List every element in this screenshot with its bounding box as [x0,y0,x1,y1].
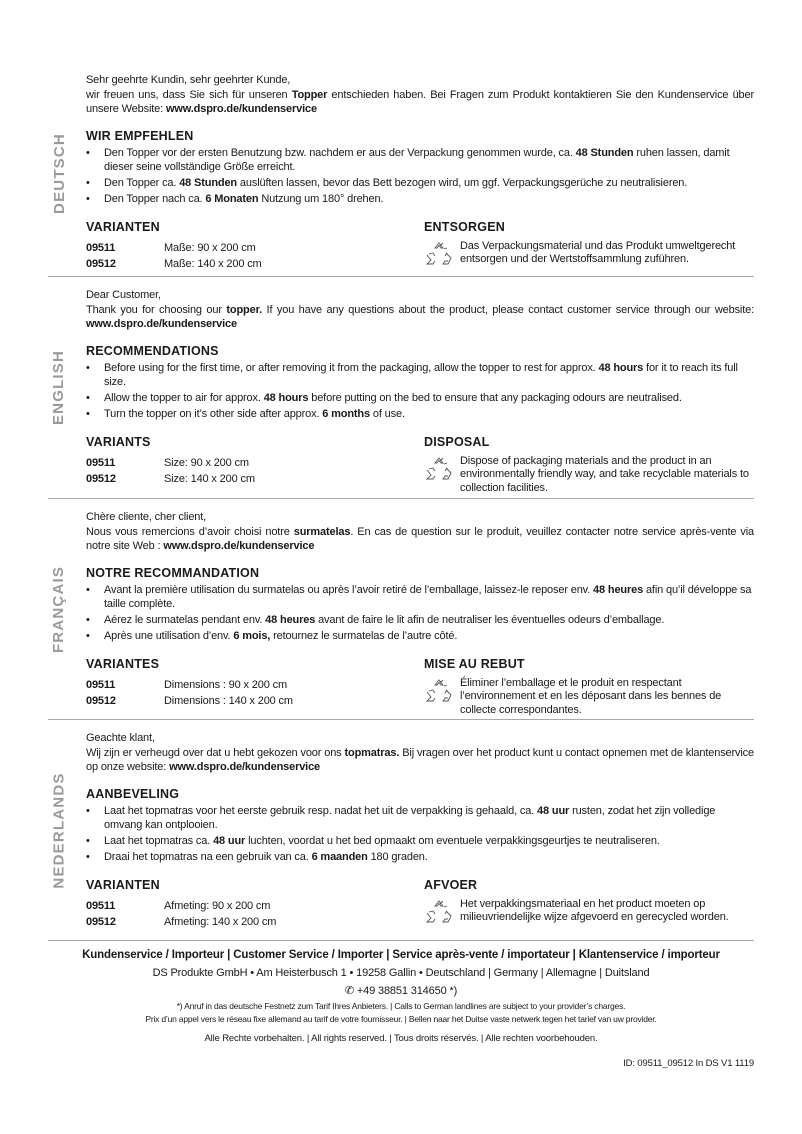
language-label-text: NEDERLANDS [50,771,68,889]
language-label [48,70,70,276]
language-section-français [48,498,754,719]
text-segment: Après une utilisation d’env. [104,629,234,642]
variant-size: Size: 90 x 200 cm [164,456,249,469]
text-segment: Bij vragen over het product kunt u contact opnemen met de klantenservice op onze website: [86,746,755,773]
recommendations-heading: NOTRE RECOMMANDATION [86,565,260,580]
variants-list [86,240,424,272]
text-segment: auslüften lassen, bevor das Bett bezogen wird, um ggf. Verpackungsgerüche zu neutralisieren. [237,176,688,189]
greeting: Sehr geehrte Kundin, sehr geehrter Kunde, [86,74,291,86]
rights-notice: Alle Rechte vorbehalten. | All rights reserved. | Tous droits réservés. | Alle rechten voorbehouden. [204,1033,598,1044]
text-segment: afin qu’il développe sa taille complète. [104,583,752,610]
call-note-1: *) Anruf in das deutsche Festnetz zum Tarif Ihres Anbieters. | Calls to German landlines are subject to your provider’s charges. [176,1001,626,1011]
recommendations-heading: AANBEVELING [86,786,180,801]
text-segment: 180 graden. [367,850,428,863]
disposal-text: Dispose of packaging materials and the product in an environmentally friendly way, and take recyclable materials to collection facilities. [460,454,749,494]
disposal-heading: MISE AU REBUT [424,656,525,671]
text-segment: luchten, voordat u het bed opmaakt om eventuele verpakkingsgeurtjes te neutraliseren. [245,834,660,847]
phone-icon: ✆ [344,985,357,997]
text-segment: Den Topper vor der ersten Benutzung bzw. nachdem er aus der Verpackung genommen wurde, ca. [104,146,576,159]
variant-code: 09512 [86,694,116,707]
recycle-icon [424,241,454,267]
disposal-text: Éliminer l’emballage et le produit en respectant l’environnement et en les déposant dans les bennes de collecte correspondantes. [460,676,722,716]
disposal-block [424,220,754,272]
variants-heading: VARIANTEN [86,219,160,234]
language-section-english [48,276,754,498]
language-label-text: FRANÇAIS [50,565,68,653]
disposal-block [424,435,754,496]
intro-paragraph [86,303,754,332]
recommendation-item [86,629,754,643]
text-segment: entschieden haben. Bei Fragen zum Produkt kontaktieren Sie den Kundenservice über unsere Website: [86,88,754,115]
disposal-text: Het verpakkingsmateriaal en het product moeten op milieuvriendelijke wijze afgevoerd en gerecycled worden. [460,897,729,923]
phone-number: +49 38851 314650 *) [356,985,458,997]
text-segment: Thank you for choosing our [86,303,227,316]
text-segment: Wij zijn er verheugd over dat u hebt gekozen voor ons [86,746,345,759]
intro-paragraph [86,88,754,117]
recommendations-heading: WIR EMPFEHLEN [86,128,194,143]
bold-text: 48 heures [265,613,316,626]
variants-heading: VARIANTS [86,434,151,449]
text-segment: Turn the topper on it’s other side after approx. [104,407,323,420]
recommendations-list [86,804,754,864]
disposal-info [424,898,754,925]
variant-size: Dimensions : 140 x 200 cm [164,694,293,707]
bold-text: topmatras. [344,746,400,759]
text-segment: for it to reach its full size. [104,361,738,388]
variant-row [86,898,424,914]
bold-text: 48 uur [537,804,570,817]
recommendation-item [86,361,754,389]
recommendation-item [86,407,754,421]
text-segment: Den Topper ca. [104,176,180,189]
text-segment: Avant la première utilisation du surmatelas ou après l’avoir retiré de l’emballage, laissez-le reposer env. [104,583,594,596]
recycle-icon [424,678,454,704]
variant-row [86,693,424,709]
variants-heading: VARIANTEN [86,877,160,892]
section-content [86,73,754,272]
section-content [86,731,754,930]
variant-code: 09511 [86,899,116,912]
variants-disposal-row [86,220,754,272]
variant-code: 09512 [86,472,116,485]
variants-disposal-row [86,878,754,930]
variants-disposal-row [86,435,754,496]
text-segment: before putting on the bed to ensure that any packaging odours are neutralised. [308,391,682,404]
bold-text: www.dspro.de/kundenservice [169,761,321,773]
disposal-info [424,455,754,496]
text-segment: retournez le surmatelas de l’autre côté. [270,629,458,642]
variant-row [86,471,424,487]
greeting: Chère cliente, cher client, [86,511,207,523]
variant-code: 09512 [86,915,116,928]
text-segment: Aérez le surmatelas pendant env. [104,613,266,626]
footer [48,940,754,1069]
variant-code: 09512 [86,257,116,270]
disposal-heading: DISPOSAL [424,434,490,449]
variants-block [86,435,424,496]
text-segment: rusten, zodat het zijn volledige omvang kan ontplooien. [104,804,716,831]
recommendation-item [86,391,754,405]
recommendation-item [86,850,754,864]
recommendations-heading: RECOMMENDATIONS [86,343,219,358]
text-segment: Draai het topmatras na een gebruik van ca. [104,850,312,863]
greeting: Dear Customer, [86,289,161,301]
bold-text: 6 maanden [311,850,368,863]
bold-text: 6 Monaten [205,192,259,205]
address: DS Produkte GmbH • Am Heisterbusch 1 • 19258 Gallin • Deutschland | Germany | Allemagne | Duitsland [152,967,650,979]
language-label [48,277,70,498]
bold-text: 48 hours [598,361,644,374]
variant-row [86,256,424,272]
variant-row [86,914,424,930]
disposal-info [424,677,754,718]
text-segment: Den Topper nach ca. [104,192,206,205]
variant-size: Dimensions : 90 x 200 cm [164,678,287,691]
disposal-block [424,878,754,930]
text-segment: If you have any questions about the product, please contact customer service through our website: [262,303,754,316]
text-segment: Nutzung um 180° drehen. [258,192,384,205]
text-segment: ruhen lassen, damit dieser seine vollständige Größe erreicht. [104,146,730,173]
service-line: Kundenservice / Importeur | Customer Service / Importer | Service après-vente / importateur | Klantenservice / importeur [82,949,720,961]
bold-text: 6 mois, [233,629,271,642]
variant-code: 09511 [86,678,116,691]
variants-list [86,677,424,709]
disposal-heading: AFVOER [424,877,478,892]
language-section-nederlands [48,719,754,940]
greeting: Geachte klant, [86,732,155,744]
variants-block [86,878,424,930]
variant-size: Size: 140 x 200 cm [164,472,255,485]
bold-text: www.dspro.de/kundenservice [165,103,317,115]
section-content [86,510,754,717]
text-segment: Nous vous remercions d’avoir choisi notre [86,525,294,538]
call-note-2: Prix d’un appel vers le réseau fixe allemand au tarif de votre fournisseur. | Bellen naar het Duitse vaste netwerk tegen het tarief van uw provider. [145,1013,657,1024]
language-label-text: ENGLISH [50,349,68,426]
variant-row [86,240,424,256]
recommendation-item [86,613,754,627]
bold-text: www.dspro.de/kundenservice [163,540,315,552]
disposal-info [424,240,754,267]
bold-text: www.dspro.de/kundenservice [86,318,237,330]
bold-text: 48 hours [263,391,309,404]
disposal-text: Das Verpackungsmaterial und das Produkt umweltgerecht entsorgen und der Wertstoffsammlung zuführen. [460,239,736,265]
document-id: ID: 09511_09512 In DS V1 1119 [623,1058,754,1069]
recycle-icon [424,899,454,925]
variants-list [86,455,424,487]
intro-paragraph [86,525,754,554]
text-segment: Laat het topmatras ca. [104,834,214,847]
recommendation-item [86,804,754,832]
recommendation-item [86,176,754,190]
variants-block [86,657,424,718]
variants-list [86,898,424,930]
text-segment: Allow the topper to air for approx. [104,391,264,404]
language-section-deutsch [48,70,754,276]
language-label [48,720,70,940]
recommendations-list [86,583,754,643]
variants-block [86,220,424,272]
bold-text: 48 heures [593,583,644,596]
text-segment: avant de faire le lit afin de neutraliser les éventuelles odeurs d’emballage. [315,613,665,626]
variant-size: Afmeting: 140 x 200 cm [164,915,277,928]
recommendation-item [86,583,754,611]
text-segment: Before using for the first time, or after removing it from the packaging, allow the topper to rest for approx. [104,361,599,374]
bold-text: 48 Stunden [575,146,634,159]
intro-paragraph [86,746,754,775]
recommendation-item [86,146,754,174]
recommendation-item [86,192,754,206]
variant-size: Maße: 90 x 200 cm [164,241,256,254]
text-segment: wir freuen uns, dass Sie sich für unseren [86,88,292,101]
bold-text: surmatelas [293,525,351,538]
language-label-text: DEUTSCH [50,132,68,214]
variants-heading: VARIANTES [86,656,160,671]
variant-code: 09511 [86,456,116,469]
bold-text: 6 months [322,407,370,420]
bold-text: 48 Stunden [179,176,238,189]
section-content [86,288,754,495]
text-segment: Laat het topmatras voor het eerste gebruik resp. nadat het uit de verpakking is gehaald, ca. [104,804,538,817]
variants-disposal-row [86,657,754,718]
text-segment: . En cas de question sur le produit, veuillez contacter notre service après-vente via notre site Web : [86,525,754,552]
variant-row [86,677,424,693]
variant-size: Maße: 140 x 200 cm [164,257,262,270]
variant-row [86,455,424,471]
bold-text: Topper [291,88,328,101]
disposal-block [424,657,754,718]
phone-line [48,984,754,997]
disposal-heading: ENTSORGEN [424,219,505,234]
bold-text: topper. [226,303,263,316]
language-label [48,499,70,719]
variant-size: Afmeting: 90 x 200 cm [164,899,271,912]
recommendations-list [86,146,754,206]
variant-code: 09511 [86,241,116,254]
recommendation-item [86,834,754,848]
text-segment: of use. [369,407,405,420]
bold-text: 48 uur [213,834,246,847]
recommendations-list [86,361,754,421]
recycle-icon [424,456,454,482]
